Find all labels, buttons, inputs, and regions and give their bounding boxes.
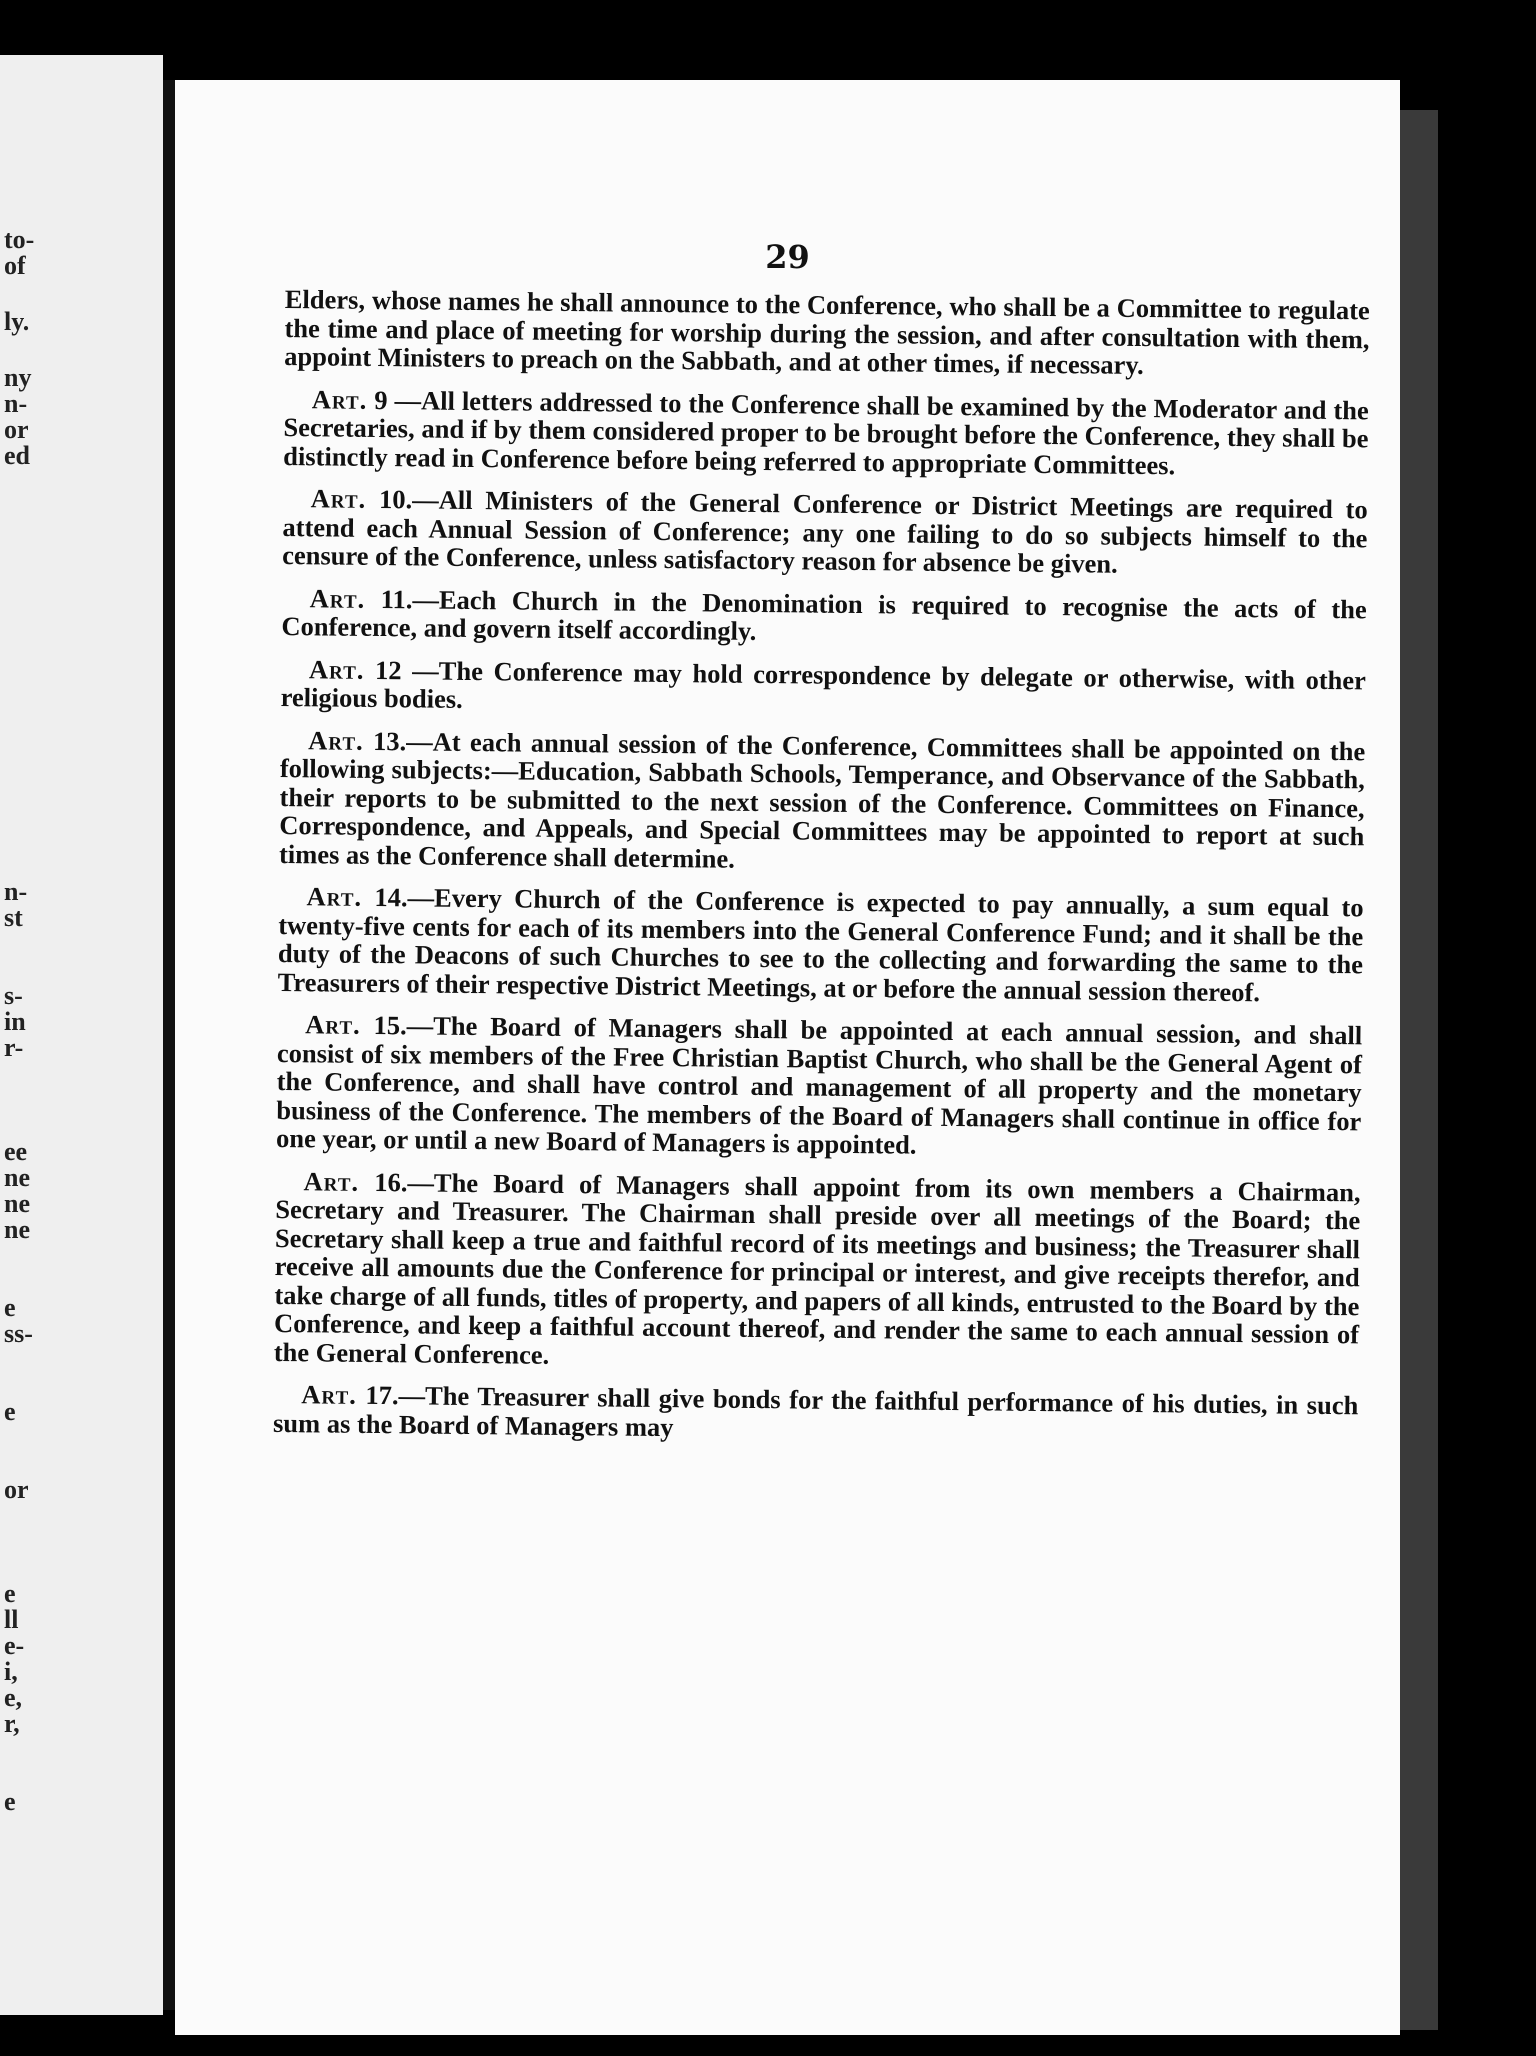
- margin-fragment: ne: [4, 1189, 30, 1218]
- article-label: Art.: [310, 483, 367, 514]
- margin-fragment: e-: [4, 1631, 25, 1660]
- margin-fragment: i,: [4, 1657, 18, 1686]
- margin-fragment: ee: [4, 1137, 28, 1166]
- book-gutter: [163, 80, 175, 2010]
- page-number: 29: [765, 238, 810, 276]
- margin-fragment: or: [4, 415, 29, 444]
- article-text: 15.—The Board of Managers shall be appointed at each annual session, and shall consist of six members of the Free Christian Baptist Church, who shall be the General Agent of the Conference, and shall have control and management of all property and the monetary business of the Conference. The members of the Board of Managers shall continue in office for one year, or until a new Board of Managers is appointed.: [275, 1009, 1363, 1160]
- page-stack-edge: [1400, 110, 1438, 2030]
- article-label: Art.: [305, 1009, 361, 1040]
- article-text: 10.—All Ministers of the General Conference or District Meetings are required to attend each Annual Session of Conference; any one failing to do so subjects himself to the censure of the Conference, unless satisfactory reason for absence be given.: [282, 483, 1368, 579]
- article-label: Art.: [311, 383, 368, 415]
- paragraph: [284, 285, 1370, 382]
- article-text: 9 —All letters addressed to the Conference shall be examined by the Moderator and the Secretaries, and if by them considered proper to be brought before the Conference, they shall be distinctly read in Conference before being referred to appropriate Committees.: [283, 384, 1369, 480]
- article-15: [276, 1010, 1362, 1164]
- facing-page-edge: [0, 55, 163, 2015]
- article-16: [274, 1166, 1361, 1377]
- margin-fragment: e: [4, 1787, 16, 1816]
- article-14: [278, 882, 1364, 1007]
- margin-fragment: ss-: [4, 1319, 33, 1348]
- article-label: Art.: [306, 881, 363, 912]
- margin-fragment: ed: [4, 441, 30, 470]
- article-9: [283, 384, 1369, 481]
- margin-fragment: e: [4, 1579, 16, 1608]
- margin-fragment: ll: [4, 1605, 19, 1634]
- article-11: [281, 583, 1367, 651]
- article-text: 14.—Every Church of the Conference is expected to pay annually, a sum equal to twenty-five cents for each of its members into the General Conference Fund; and it shall be the duty of the Deacons of such Churches to see to the collecting and forwarding the same to the Treasurers of their respective District Meetings, at or before the annual session thereof.: [277, 881, 1364, 1007]
- margin-fragment: e: [4, 1293, 16, 1322]
- article-label: Art.: [309, 582, 366, 614]
- paragraph-text: Elders, whose names he shall announce to the Conference, who shall be a Committee to regulate the time and place of meeting for worship during the session, and after consultation with them, appoint Ministers to preach on the Sabbath, and at other times, if necessary.: [284, 284, 1370, 380]
- margin-fragment: ny: [4, 363, 32, 392]
- article-17: [273, 1380, 1359, 1448]
- margin-fragment: s-: [4, 981, 23, 1010]
- article-text: 13.—At each annual session of the Conference, Committees shall be appointed on the following subjects:—Education, Sabbath Schools, Temperance, and Observance of the Sabbath, their reports to be submitted to the next session of the Conference. Committees on Finance, Correspondence, and Appeals, and Special Committees may be appointed to report at such times as the Conference shall determine.: [278, 725, 1366, 874]
- article-label: Art.: [301, 1379, 358, 1410]
- margin-fragment: n-: [4, 389, 28, 418]
- margin-fragment: ne: [4, 1215, 30, 1244]
- page: [175, 80, 1400, 2035]
- margin-fragment: or: [4, 1475, 29, 1504]
- margin-fragment: in: [4, 1007, 26, 1036]
- margin-fragment: ne: [4, 1163, 30, 1192]
- article-text: 16.—The Board of Managers shall appoint from its own members a Chairman, Secretary and Treasurer. The Chairman shall preside over all meetings of the Board; the Secretary shall keep a true and faithful record of its meetings and business; the Treasurer shall receive all amounts due the Conference for principal or interest, and give receipts therefor, and take charge of all funds, titles of property, and papers of all kinds, entrusted to the Board by the Conference, and keep a faithful account thereof, and render the same to each annual session of the General Conference.: [273, 1166, 1361, 1370]
- article-text: 17.—The Treasurer shall give bonds for the faithful performance of his duties, in such sum as the Board of Managers may: [272, 1379, 1359, 1442]
- margin-fragment: e: [4, 1397, 16, 1426]
- margin-fragment: st: [4, 903, 23, 932]
- article-text: 11.—Each Church in the Denomination is required to recognise the acts of the Conference, and govern itself accordingly.: [281, 583, 1367, 646]
- article-label: Art.: [308, 724, 364, 756]
- body-text: [273, 285, 1370, 1462]
- article-13: [279, 725, 1365, 879]
- margin-fragment: ly.: [4, 307, 30, 336]
- article-label: Art.: [303, 1165, 360, 1197]
- margin-fragment: e,: [4, 1683, 23, 1712]
- margin-fragment: r,: [4, 1709, 20, 1738]
- article-label: Art.: [308, 653, 365, 685]
- margin-fragment: r-: [4, 1033, 24, 1062]
- article-text: 12 —The Conference may hold correspondence by delegate or otherwise, with other religious bodies.: [280, 654, 1367, 714]
- margin-fragment: to-: [4, 225, 35, 254]
- margin-fragment: n-: [4, 877, 28, 906]
- article-10: [282, 484, 1368, 581]
- margin-fragment: of: [4, 251, 26, 280]
- article-12: [281, 654, 1367, 722]
